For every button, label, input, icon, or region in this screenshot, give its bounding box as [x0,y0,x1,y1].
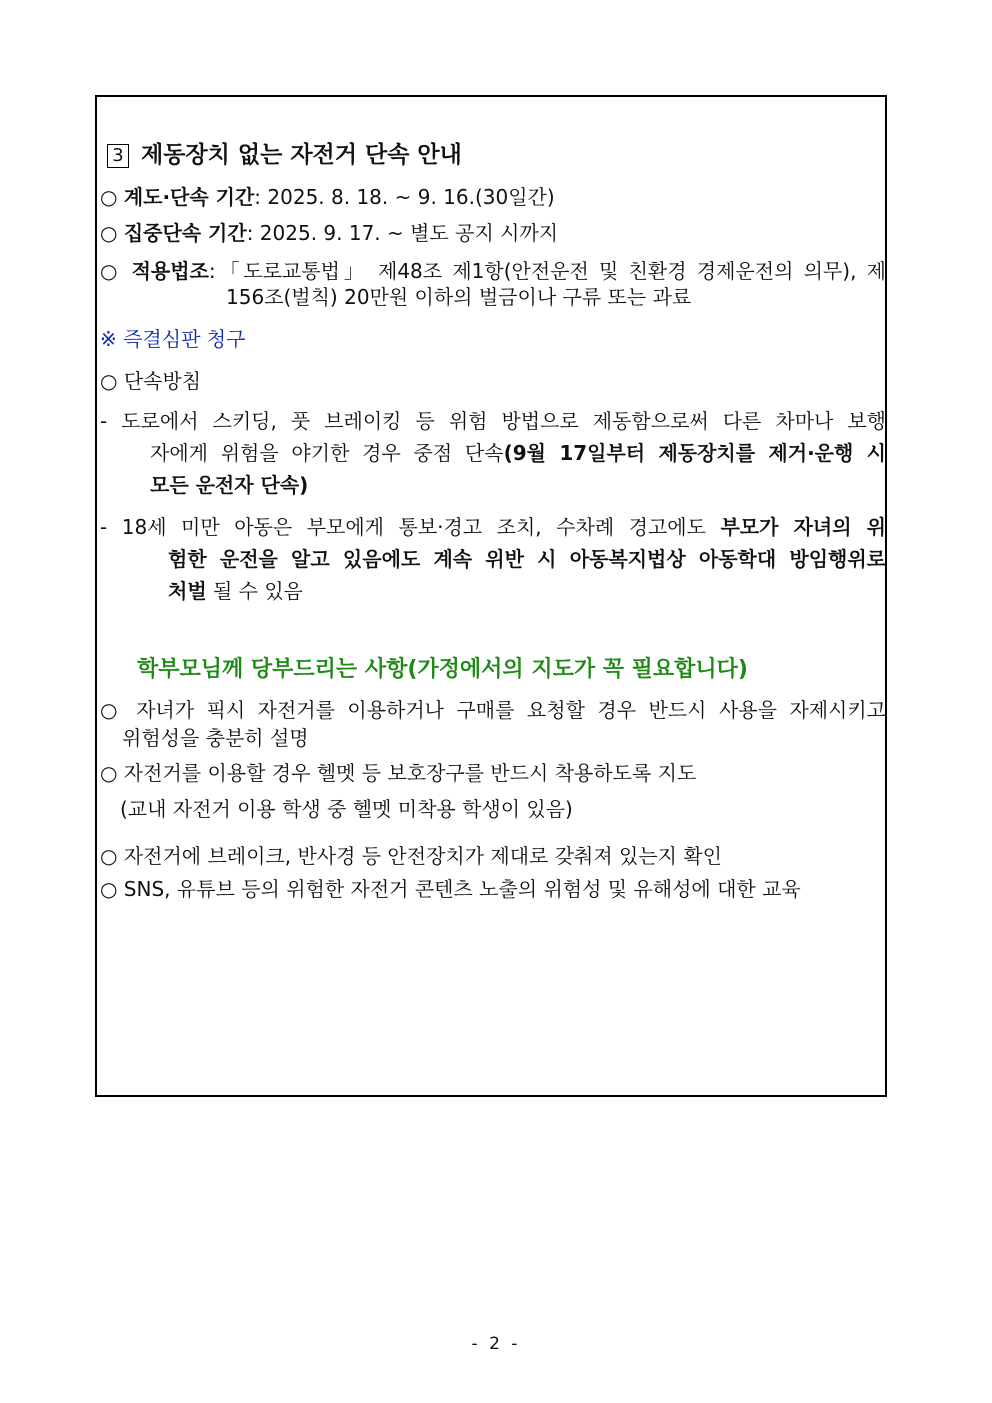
parents-item1-line2: 위험성을 충분히 설명 [122,726,309,750]
section-title-text: 제동장치 없는 자전거 단속 안내 [141,142,462,168]
bullet: ○ [100,221,118,245]
parents-item4: ○ SNS, 유튜브 등의 위험한 자전거 콘텐츠 노출의 위험성 및 유해성에 대한 교육 [100,877,801,901]
policy-rule2-line2: 험한 운전을 알고 있음에도 계속 위반 시 아동복지법상 아동학대 방임행위로 [168,547,886,571]
policy-rule1-plain: 자에게 위험을 야기한 경우 중점 단속 [150,441,504,465]
law-text-1: :「도로교통법」 제48조 제1항(안전운전 및 친환경 경제운전의 의무), 제 [208,259,886,283]
bullet: ○ [100,369,118,393]
period-value: : 2025. 8. 18. ~ 9. 16.(30일간) [254,185,555,209]
policy-heading-text: 단속방침 [123,369,202,393]
policy-rule2-plain-end: 될 수 있음 [206,579,303,603]
parents-item2-line1: ○ 자전거를 이용할 경우 헬멧 등 보호장구를 반드시 착용하도록 지도 [100,761,697,785]
policy-rule2-bold-end: 처벌 [168,579,207,603]
focus-value: : 2025. 9. 17. ~ 별도 공지 시까지 [246,221,559,245]
period-label: 계도·단속 기간 [123,185,255,209]
section-title [107,142,462,168]
parents-item3: ○ 자전거에 브레이크, 반사경 등 안전장치가 제대로 갖춰져 있는지 확인 [100,844,722,868]
page-number: - 2 - [471,1334,521,1354]
policy-rule1-line1: - 도로에서 스키딩, 풋 브레이킹 등 위험 방법으로 제동함으로써 다른 차마나 보행 [100,409,886,433]
policy-rule2-bold: 부모가 자녀의 위 [720,515,886,539]
law-line-2: 156조(벌칙) 20만원 이하의 벌금이나 구류 또는 과료 [226,285,692,309]
parents-heading: 학부모님께 당부드리는 사항(가정에서의 지도가 꼭 필요합니다) [137,657,748,682]
policy-heading [100,368,201,394]
law-line-1 [100,258,886,284]
policy-rule2-line3 [168,578,303,604]
bullet: ○ [100,185,118,209]
summary-trial-note: ※ 즉결심판 청구 [100,327,246,351]
law-label: 적용법조 [131,259,209,283]
policy-rule1-line2 [150,440,886,466]
period-line [100,184,555,210]
focus-line [100,220,558,246]
parents-item2-line2: (교내 자전거 이용 학생 중 헬멧 미착용 학생이 있음) [120,797,573,821]
parents-item1-line1: ○ 자녀가 픽시 자전거를 이용하거나 구매를 요청할 경우 반드시 사용을 자제시키고 [100,698,886,722]
bullet: ○ [100,259,122,283]
policy-rule1-bold: (9월 17일부터 제동장치를 제거·운행 시 [503,441,886,465]
policy-rule1-line3: 모든 운전자 단속) [150,473,309,497]
focus-label: 집중단속 기간 [123,221,247,245]
policy-rule2-plain: - 18세 미만 아동은 부모에게 통보·경고 조치, 수차례 경고에도 [100,515,721,539]
section-number-box: 3 [107,144,129,168]
policy-rule2-line1 [100,514,886,540]
